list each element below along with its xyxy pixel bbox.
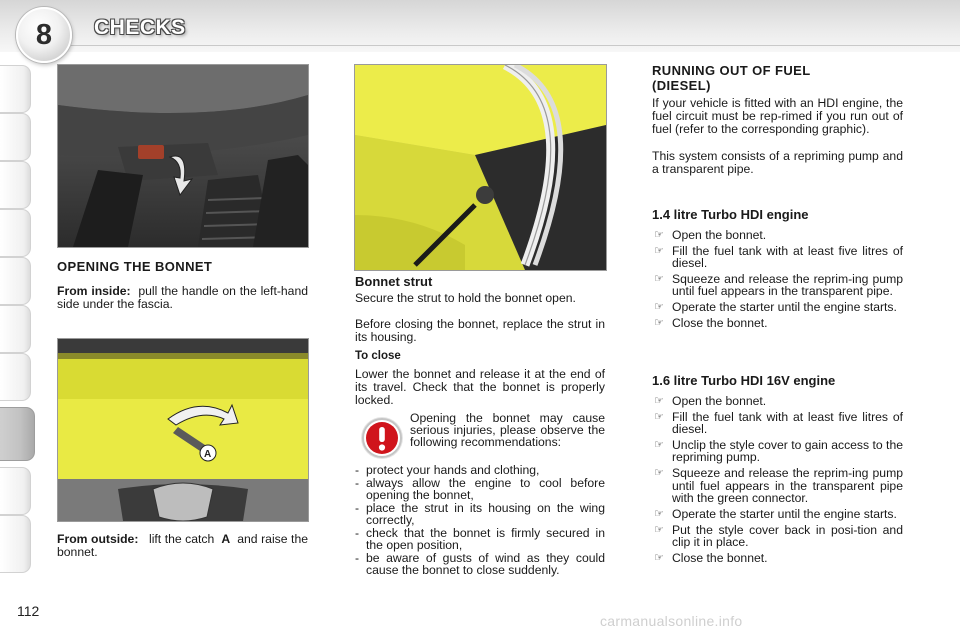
chapter-tab-10[interactable] bbox=[0, 515, 31, 573]
from-inside-text: pull the handle on the left-hand side under the fascia. bbox=[57, 284, 308, 311]
chapter-number-badge: 8 bbox=[16, 7, 72, 63]
bonnet-strut-text: Secure the strut to hold the bonnet open. bbox=[355, 291, 576, 305]
chapter-tab-2[interactable] bbox=[0, 113, 31, 161]
to-close-title: To close bbox=[355, 350, 401, 362]
engine-14-step: ☞ Squeeze and release the reprim-ing pump until fuel appears in the transparent pipe. bbox=[652, 273, 903, 298]
photo-bonnet-catch bbox=[57, 338, 309, 522]
engine-16-step: ☞ Put the style cover back in posi-tion and clip it in place. bbox=[652, 524, 903, 549]
warning-item: - always allow the engine to cool before opening the bonnet, bbox=[355, 477, 605, 502]
warning-item: - check that the bonnet is firmly secured in the open position, bbox=[355, 527, 605, 552]
chapter-tab-9[interactable] bbox=[0, 467, 31, 515]
engine-14-steps bbox=[652, 229, 903, 333]
warning-item: - protect your hands and clothing, bbox=[355, 464, 605, 477]
fuel-title-line-1: RUNNING OUT OF FUEL bbox=[652, 63, 811, 78]
engine-14-step: ☞ Fill the fuel tank with at least five litres of diesel. bbox=[652, 245, 903, 270]
from-outside-text-before: lift the catch bbox=[148, 532, 215, 546]
photo-bonnet-release-handle bbox=[57, 64, 309, 248]
from-inside-instruction bbox=[57, 285, 308, 311]
engine-16-step: ☞ Squeeze and release the reprim-ing pump until fuel appears in the transparent pipe with the green connector. bbox=[652, 467, 903, 504]
chapter-tab-8-active[interactable] bbox=[0, 407, 35, 461]
page-number: 112 bbox=[17, 603, 40, 619]
from-outside-label: From outside: bbox=[57, 532, 139, 546]
fuel-intro-text: If your vehicle is fitted with an HDI engine, the fuel circuit must be rep-rimed if you run out of fuel (refer to the corresponding graphic). bbox=[652, 96, 903, 136]
exclamation-warning-icon bbox=[362, 418, 402, 458]
engine-16-step: ☞ Operate the starter until the engine starts. bbox=[652, 508, 903, 520]
from-outside-instruction bbox=[57, 533, 308, 559]
chapter-tab-1[interactable] bbox=[0, 65, 31, 113]
header-divider bbox=[70, 45, 960, 46]
engine-14-step: ☞ Open the bonnet. bbox=[652, 229, 903, 241]
warning-item: - be aware of gusts of wind as they could cause the bonnet to close suddenly. bbox=[355, 552, 605, 577]
engine-16-step: ☞ Unclip the style cover to gain access to the repriming pump. bbox=[652, 439, 903, 464]
watermark-text: carmanualsonline.info bbox=[600, 613, 743, 629]
engine-16-step: ☞ Fill the fuel tank with at least five litres of diesel. bbox=[652, 411, 903, 436]
chapter-tab-3[interactable] bbox=[0, 161, 31, 209]
to-close-text: Lower the bonnet and release it at the end of its travel. Check that the bonnet is properly locked. bbox=[355, 367, 605, 407]
from-outside-text-after: and raise the bonnet. bbox=[57, 532, 308, 559]
warning-list bbox=[355, 464, 605, 577]
engine-16-step: ☞ Close the bonnet. bbox=[652, 552, 903, 564]
fuel-section-title bbox=[652, 63, 811, 93]
warning-item: - place the strut in its housing on the wing correctly, bbox=[355, 502, 605, 527]
bonnet-strut-title: Bonnet strut bbox=[355, 274, 433, 289]
bonnet-strut-text-2: Before closing the bonnet, replace the strut in its housing. bbox=[355, 317, 605, 344]
chapter-tab-7[interactable] bbox=[0, 353, 31, 401]
engine-16-title: 1.6 litre Turbo HDI 16V engine bbox=[652, 373, 836, 388]
fuel-intro-text-2: This system consists of a repriming pump and a transparent pipe. bbox=[652, 149, 903, 176]
catch-letter: A bbox=[221, 532, 231, 546]
engine-14-step: ☞ Close the bonnet. bbox=[652, 317, 903, 329]
engine-16-step: ☞ Open the bonnet. bbox=[652, 395, 903, 407]
chapter-tab-6[interactable] bbox=[0, 305, 31, 353]
photo-label-a: A bbox=[204, 449, 212, 460]
section-title-opening-bonnet: OPENING THE BONNET bbox=[57, 259, 213, 274]
warning-text: Opening the bonnet may cause serious injuries, please observe the following recommendations: bbox=[410, 411, 605, 450]
chapter-title: CHECKS bbox=[94, 16, 186, 39]
fuel-title-line-2: (DIESEL) bbox=[652, 78, 711, 93]
chapter-tab-4[interactable] bbox=[0, 209, 31, 257]
photo-bonnet-strut bbox=[354, 64, 607, 271]
engine-14-title: 1.4 litre Turbo HDI engine bbox=[652, 207, 809, 222]
engine-16-steps bbox=[652, 395, 903, 568]
engine-14-step: ☞ Operate the starter until the engine starts. bbox=[652, 301, 903, 313]
from-inside-label: From inside: bbox=[57, 284, 131, 298]
chapter-tab-5[interactable] bbox=[0, 257, 31, 305]
